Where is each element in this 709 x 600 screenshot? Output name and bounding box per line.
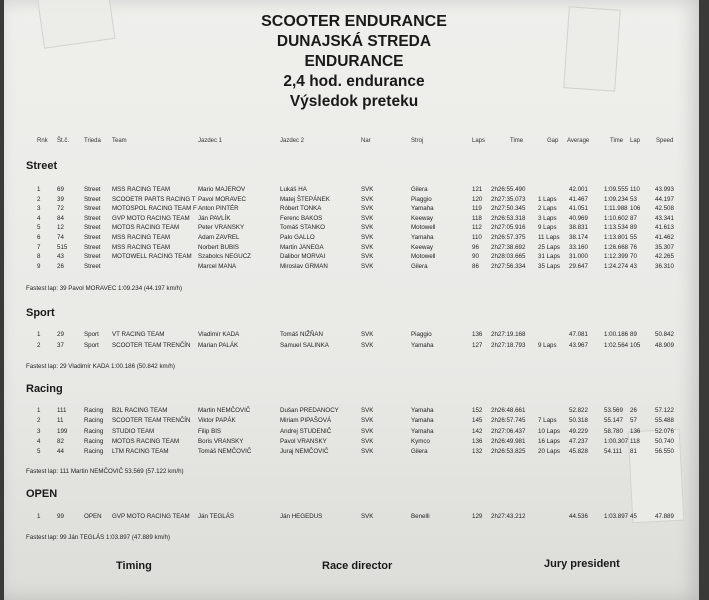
cell-start-number: 199 xyxy=(57,427,68,435)
cell-laps: 136 xyxy=(472,437,483,445)
cell-laps: 118 xyxy=(472,214,482,222)
cell-gap: 9 Laps xyxy=(538,224,557,232)
cell-best-lap-number: 57 xyxy=(630,417,637,425)
cell-class: Street xyxy=(84,186,101,193)
header-class: Trieda xyxy=(84,138,101,144)
cell-team: MSS RACING TEAM xyxy=(112,186,170,193)
cell-class: Street xyxy=(84,195,101,203)
cell-machine: Kymco xyxy=(411,437,430,445)
cell-rider-2: Martin JANEGA xyxy=(280,243,324,251)
cell-best-lap-number: 53 xyxy=(630,195,637,203)
header-speed: Speed xyxy=(656,138,674,144)
cell-rider-1: Adam ZAVREL xyxy=(198,234,240,241)
cell-best-lap-speed: 57.122 xyxy=(655,407,674,414)
cell-best-lap-number: 89 xyxy=(630,224,637,232)
cell-total-time: 2h27:50.345 xyxy=(491,205,526,213)
header-nationality: Nar xyxy=(361,138,371,144)
cell-rider-2: Dalibor MORVAI xyxy=(280,253,326,261)
cell-machine: Keeway xyxy=(411,214,434,222)
cell-total-time: 2h26:53.825 xyxy=(491,448,526,456)
cell-rider-1: Ján TEGLÁS xyxy=(198,513,234,520)
cell-best-lap-number: 45 xyxy=(630,513,637,520)
cell-total-time: 2h26:55.490 xyxy=(491,186,526,193)
cell-team: MSS RACING TEAM xyxy=(112,243,170,251)
cell-laps: 96 xyxy=(472,243,479,251)
cell-best-lap-speed: 41.613 xyxy=(655,224,674,232)
cell-best-lap-speed: 52.076 xyxy=(655,427,674,435)
cell-machine: Motowell xyxy=(411,253,436,261)
cell-best-lap-number: 70 xyxy=(630,253,637,261)
cell-best-lap-time: 1:24.274 xyxy=(604,262,629,270)
cell-class: Street xyxy=(84,243,101,251)
header-laps: Laps xyxy=(472,138,486,144)
cell-class: Street xyxy=(84,253,101,261)
cell-average-speed: 41.467 xyxy=(569,195,588,203)
cell-average-speed: 45.828 xyxy=(569,448,588,456)
cell-rider-2: Tomáš NIŽŇAN xyxy=(280,331,323,338)
cell-gap: 1 Laps xyxy=(538,195,557,203)
cell-average-speed: 29.647 xyxy=(569,262,588,270)
cell-rider-1: Tomáš NEMČOVIČ xyxy=(198,448,252,456)
cell-machine: Benelli xyxy=(411,513,430,520)
cell-best-lap-number: 105 xyxy=(630,341,641,349)
cell-class: Racing xyxy=(84,417,104,425)
header-start-number: Št.č. xyxy=(57,138,70,144)
cell-best-lap-time: 1:11.988 xyxy=(604,205,628,213)
cell-total-time: 2h27:19.168 xyxy=(491,331,526,338)
tape-strip xyxy=(37,0,116,49)
cell-best-lap-speed: 50.842 xyxy=(655,331,674,338)
cell-class: Street xyxy=(84,262,101,270)
cell-start-number: 39 xyxy=(57,195,64,203)
cell-nationality: SVK xyxy=(361,186,374,193)
header-best-time: Time xyxy=(610,138,624,144)
cell-team: SCOOTER TEAM TRENČÍN xyxy=(112,417,191,425)
cell-rank: 8 xyxy=(37,253,41,261)
cell-start-number: 44 xyxy=(57,448,64,456)
cell-average-speed: 52.822 xyxy=(569,407,588,414)
cell-class: Sport xyxy=(84,331,99,338)
cell-team: STUDIO TEAM xyxy=(112,427,155,435)
cell-rider-1: Vladimír KADA xyxy=(198,331,240,338)
cell-best-lap-time: 1:13.534 xyxy=(604,224,629,232)
cell-rider-2: Matej ŠTEPÁNEK xyxy=(280,195,330,203)
cell-average-speed: 43.967 xyxy=(569,341,588,349)
cell-class: Street xyxy=(84,234,101,241)
cell-rider-2: Ján HEGEDUS xyxy=(280,513,323,520)
cell-rank: 7 xyxy=(37,243,41,251)
cell-class: Racing xyxy=(84,427,104,435)
cell-rider-1: Peter VRANSKY xyxy=(198,224,245,232)
cell-best-lap-time: 1:02.564 xyxy=(604,341,629,349)
header-rider-1: Jazdec 1 xyxy=(198,138,223,144)
cell-best-lap-speed: 42.265 xyxy=(655,253,674,261)
cell-best-lap-speed: 42.508 xyxy=(655,205,674,213)
cell-machine: Piaggio xyxy=(411,331,432,338)
cell-total-time: 2h26:57.375 xyxy=(491,234,526,241)
cell-nationality: SVK xyxy=(361,195,374,203)
cell-laps: 90 xyxy=(472,253,479,261)
cell-best-lap-speed: 36.310 xyxy=(655,262,674,270)
title-line-5: Výsledok preteku xyxy=(289,93,419,110)
cell-laps: 110 xyxy=(472,234,482,241)
cell-class: Street xyxy=(84,214,101,222)
cell-total-time: 2h27:18.793 xyxy=(491,341,526,349)
cell-nationality: SVK xyxy=(361,427,374,435)
cell-best-lap-speed: 50.740 xyxy=(655,437,674,445)
title-line-1: SCOOTER ENDURANCE xyxy=(261,13,447,30)
cell-total-time: 2h26:53.318 xyxy=(491,214,526,222)
cell-best-lap-time: 54.111 xyxy=(604,448,623,456)
header-lap: Lap xyxy=(630,138,641,144)
title-line-3: ENDURANCE xyxy=(304,53,404,70)
cell-machine: Yamaha xyxy=(411,234,434,241)
cell-gap: 35 Laps xyxy=(538,262,561,270)
cell-nationality: SVK xyxy=(361,234,374,241)
cell-average-speed: 42.001 xyxy=(569,186,588,193)
cell-start-number: 84 xyxy=(57,214,64,222)
cell-start-number: 12 xyxy=(57,224,64,232)
cell-team: MOTOS RACING TEAM xyxy=(112,437,180,445)
cell-nationality: SVK xyxy=(361,341,374,349)
cell-machine: Keeway xyxy=(411,243,434,251)
cell-average-speed: 47.081 xyxy=(569,331,588,338)
cell-best-lap-number: 81 xyxy=(630,448,637,456)
cell-start-number: 69 xyxy=(57,186,64,193)
cell-rank: 2 xyxy=(37,341,41,349)
cell-gap: 3 Laps xyxy=(538,214,557,222)
header-machine: Stroj xyxy=(411,138,424,144)
document-title xyxy=(124,12,584,112)
cell-best-lap-speed: 43.993 xyxy=(655,186,674,193)
section-heading-sport: Sport xyxy=(26,307,55,319)
cell-average-speed: 31.000 xyxy=(569,253,588,261)
fastest-lap-note: Fastest lap: 29 Vladimír KADA 1:00.186 (50.842 km/h) xyxy=(26,363,175,370)
cell-rank: 1 xyxy=(37,407,41,414)
cell-machine: Gilera xyxy=(411,186,428,193)
header-average: Average xyxy=(567,138,590,144)
cell-gap: 31 Laps xyxy=(538,253,561,261)
cell-gap: 11 Laps xyxy=(538,234,560,241)
cell-rider-1: Anton PINTÉR xyxy=(198,205,239,213)
cell-start-number: 11 xyxy=(57,417,64,425)
cell-team: MSS RACING TEAM xyxy=(112,234,170,241)
cell-best-lap-number: 87 xyxy=(630,214,637,222)
cell-nationality: SVK xyxy=(361,417,374,425)
cell-start-number: 74 xyxy=(57,234,64,241)
header-rider-2: Jazdec 2 xyxy=(280,138,305,144)
cell-rider-2: Miriam PIPAŠOVÁ xyxy=(280,417,332,425)
cell-average-speed: 44.536 xyxy=(569,513,588,520)
cell-total-time: 2h26:48.661 xyxy=(491,407,526,414)
cell-laps: 152 xyxy=(472,407,483,414)
cell-class: Racing xyxy=(84,448,104,456)
cell-start-number: 99 xyxy=(57,513,64,520)
cell-best-lap-number: 43 xyxy=(630,262,637,270)
cell-rider-2: Ferenc BAKOS xyxy=(280,214,323,222)
cell-best-lap-speed: 55.488 xyxy=(655,417,674,425)
cell-rider-1: Norbert BUBIS xyxy=(198,243,239,251)
cell-machine: Gilera xyxy=(411,262,428,270)
cell-rider-2: Andrej STUDENIČ xyxy=(280,427,332,435)
cell-best-lap-time: 55.147 xyxy=(604,417,623,425)
cell-laps: 127 xyxy=(472,341,483,349)
cell-rider-2: Pavol VRANSKY xyxy=(280,437,327,445)
cell-class: OPEN xyxy=(84,513,102,520)
cell-rider-2: Dušan PREDANOCY xyxy=(280,407,339,414)
cell-total-time: 2h27:56.334 xyxy=(491,262,526,270)
cell-best-lap-speed: 41.462 xyxy=(655,234,674,241)
cell-best-lap-number: 136 xyxy=(630,427,641,435)
cell-laps: 136 xyxy=(472,331,483,338)
cell-rider-2: Miroslav GRMAN xyxy=(280,262,328,270)
cell-best-lap-number: 55 xyxy=(630,234,637,241)
cell-team: GVP MOTO RACING TEAM xyxy=(112,513,190,520)
cell-gap: 20 Laps xyxy=(538,448,561,456)
cell-start-number: 26 xyxy=(57,262,64,270)
cell-class: Sport xyxy=(84,341,99,349)
cell-average-speed: 33.160 xyxy=(569,243,588,251)
jury-president-signature-label: Jury president xyxy=(544,558,620,570)
cell-best-lap-time: 1:10.602 xyxy=(604,214,629,222)
cell-average-speed: 41.051 xyxy=(569,205,588,213)
title-line-4: 2,4 hod. endurance xyxy=(283,73,425,90)
cell-laps: 142 xyxy=(472,427,483,435)
cell-rank: 9 xyxy=(37,262,41,270)
cell-rank: 3 xyxy=(37,427,41,435)
cell-rider-1: Szabolcs NEGUCZ xyxy=(198,253,251,261)
cell-rank: 1 xyxy=(37,331,41,338)
cell-best-lap-time: 1:00.307 xyxy=(604,437,629,445)
cell-machine: Yamaha xyxy=(411,407,434,414)
cell-best-lap-time: 1:09.234 xyxy=(604,195,629,203)
cell-rider-1: Mario MAJEROV xyxy=(198,186,246,193)
cell-best-lap-speed: 47.889 xyxy=(655,513,674,520)
cell-team: SCOOTER TEAM TRENČÍN xyxy=(112,341,191,349)
cell-class: Racing xyxy=(84,407,104,414)
cell-nationality: SVK xyxy=(361,513,374,520)
cell-laps: 145 xyxy=(472,417,483,425)
fastest-lap-note: Fastest lap: 39 Pavol MORAVEC 1:09.234 (44.197 km/h) xyxy=(26,285,183,292)
cell-gap: 10 Laps xyxy=(538,427,561,435)
cell-rider-2: Samuel SALINKA xyxy=(280,341,329,349)
cell-best-lap-number: 106 xyxy=(630,205,641,213)
cell-rider-1: Boris VRANSKY xyxy=(198,437,244,445)
cell-gap: 2 Laps xyxy=(538,205,557,213)
cell-rider-2: Palo GALLO xyxy=(280,234,315,241)
cell-best-lap-time: 1:26.668 xyxy=(604,243,629,251)
cell-class: Racing xyxy=(84,437,104,445)
cell-average-speed: 38.831 xyxy=(569,224,588,232)
cell-start-number: 111 xyxy=(57,407,67,414)
cell-machine: Yamaha xyxy=(411,427,434,435)
fastest-lap-note: Fastest lap: 99 Ján TEGLÁS 1:03.897 (47.889 km/h) xyxy=(26,534,170,541)
cell-best-lap-number: 110 xyxy=(630,186,640,193)
cell-start-number: 515 xyxy=(57,243,68,251)
cell-team: MOTOS RACING TEAM xyxy=(112,224,180,232)
cell-rank: 5 xyxy=(37,448,41,456)
cell-team: GVP MOTO RACING TEAM xyxy=(112,214,190,222)
cell-machine: Piaggio xyxy=(411,195,432,203)
cell-laps: 120 xyxy=(472,195,483,203)
cell-class: Street xyxy=(84,224,101,232)
cell-rank: 1 xyxy=(37,186,41,193)
cell-start-number: 37 xyxy=(57,341,64,349)
cell-rank: 2 xyxy=(37,417,41,425)
cell-start-number: 82 xyxy=(57,437,64,445)
cell-best-lap-time: 1:13.801 xyxy=(604,234,629,241)
cell-best-lap-time: 58.780 xyxy=(604,427,623,435)
cell-rider-2: Juraj NEMČOVIČ xyxy=(280,448,329,456)
header-time: Time xyxy=(510,138,524,144)
cell-rank: 4 xyxy=(37,437,41,445)
cell-best-lap-speed: 35.307 xyxy=(655,243,674,251)
cell-gap: 16 Laps xyxy=(538,437,561,445)
cell-best-lap-time: 1:00.186 xyxy=(604,331,629,338)
cell-average-speed: 47.237 xyxy=(569,437,588,445)
cell-best-lap-number: 26 xyxy=(630,407,637,414)
cell-nationality: SVK xyxy=(361,407,374,414)
cell-average-speed: 49.229 xyxy=(569,427,588,435)
cell-average-speed: 40.969 xyxy=(569,214,588,222)
cell-average-speed: 38.174 xyxy=(569,234,588,241)
cell-rank: 2 xyxy=(37,195,41,203)
cell-best-lap-time: 1:09.555 xyxy=(604,186,629,193)
cell-gap: 9 Laps xyxy=(538,341,557,349)
race-director-signature-label: Race director xyxy=(322,560,393,572)
cell-rank: 6 xyxy=(37,234,41,241)
cell-best-lap-time: 1:03.897 xyxy=(604,513,629,520)
cell-nationality: SVK xyxy=(361,437,374,445)
cell-team: B2L RACING TEAM xyxy=(112,407,168,414)
cell-total-time: 2h27:35.073 xyxy=(491,195,526,203)
results-sheet xyxy=(4,0,699,600)
cell-team: LTM RACING TEAM xyxy=(112,448,169,456)
cell-team: MOTOWELL RACING TEAM xyxy=(112,253,192,261)
cell-best-lap-speed: 56.550 xyxy=(655,448,674,456)
cell-class: Street xyxy=(84,205,101,213)
cell-nationality: SVK xyxy=(361,331,374,338)
cell-machine: Yamaha xyxy=(411,417,434,425)
cell-rider-1: Pavol MORAVEC xyxy=(198,195,247,203)
cell-best-lap-number: 118 xyxy=(630,437,640,445)
cell-team: MOTOSPOL RACING TEAM F xyxy=(112,205,197,213)
cell-rank: 1 xyxy=(37,513,41,520)
cell-laps: 121 xyxy=(472,186,483,193)
cell-best-lap-speed: 43.341 xyxy=(655,214,674,222)
section-heading-racing: Racing xyxy=(26,383,63,395)
cell-laps: 112 xyxy=(472,224,482,232)
header-team: Team xyxy=(112,138,127,144)
cell-nationality: SVK xyxy=(361,262,374,270)
cell-total-time: 2h27:43.212 xyxy=(491,513,526,520)
header-rnk: Rnk xyxy=(37,138,48,144)
cell-team: VT RACING TEAM xyxy=(112,331,165,338)
cell-start-number: 29 xyxy=(57,331,64,338)
section-heading-open: OPEN xyxy=(26,488,58,500)
cell-gap: 25 Laps xyxy=(538,243,561,251)
cell-total-time: 2h27:38.692 xyxy=(491,243,526,251)
cell-total-time: 2h27:06.437 xyxy=(491,427,526,435)
cell-rider-2: Róbert TONKA xyxy=(280,205,322,213)
timing-signature-label: Timing xyxy=(116,560,152,572)
cell-laps: 132 xyxy=(472,448,483,456)
cell-nationality: SVK xyxy=(361,253,374,261)
cell-rider-1: Viktor PAPÁK xyxy=(198,417,236,425)
cell-rider-1: Martin NEMČOVIČ xyxy=(198,407,251,414)
cell-total-time: 2h27:05.916 xyxy=(491,224,526,232)
cell-total-time: 2h26:57.745 xyxy=(491,417,526,425)
title-line-2: DUNAJSKÁ STREDA xyxy=(276,33,432,50)
cell-rider-1: Marian PALÁK xyxy=(198,341,239,349)
cell-total-time: 2h26:49.981 xyxy=(491,437,526,445)
cell-rider-2: Lukáš HA xyxy=(280,186,307,193)
cell-best-lap-time: 53.569 xyxy=(604,407,623,414)
fastest-lap-note: Fastest lap: 111 Martin NEMČOVIČ 53.569 (57.122 km/h) xyxy=(26,468,184,475)
cell-team: SCOOETR PARTS RACING T xyxy=(112,195,196,203)
cell-machine: Motowell xyxy=(411,224,436,232)
cell-rank: 5 xyxy=(37,224,41,232)
cell-best-lap-speed: 44.197 xyxy=(655,195,674,203)
header-gap: Gap xyxy=(547,138,559,144)
cell-rank: 4 xyxy=(37,214,41,222)
cell-machine: Yamaha xyxy=(411,205,434,213)
cell-rider-1: Marcel MANA xyxy=(198,262,237,270)
cell-nationality: SVK xyxy=(361,205,374,213)
cell-best-lap-number: 76 xyxy=(630,243,637,251)
cell-nationality: SVK xyxy=(361,214,374,222)
cell-start-number: 72 xyxy=(57,205,64,213)
cell-rank: 3 xyxy=(37,205,41,213)
section-heading-street: Street xyxy=(26,160,58,172)
cell-nationality: SVK xyxy=(361,224,374,232)
cell-average-speed: 50.318 xyxy=(569,417,588,425)
cell-rider-2: Tomáš STANKO xyxy=(280,224,325,232)
cell-laps: 129 xyxy=(472,513,483,520)
cell-start-number: 43 xyxy=(57,253,64,261)
cell-best-lap-number: 89 xyxy=(630,331,637,338)
cell-best-lap-time: 1:12.399 xyxy=(604,253,629,261)
cell-total-time: 2h28:03.665 xyxy=(491,253,526,261)
cell-laps: 119 xyxy=(472,205,482,213)
cell-machine: Yamaha xyxy=(411,341,434,349)
cell-nationality: SVK xyxy=(361,448,374,456)
cell-rider-1: Filip BIS xyxy=(198,427,222,435)
cell-best-lap-speed: 48.909 xyxy=(655,341,674,349)
cell-laps: 86 xyxy=(472,262,479,270)
cell-rider-1: Ján PAVLÍK xyxy=(198,214,231,222)
cell-nationality: SVK xyxy=(361,243,374,251)
cell-gap: 7 Laps xyxy=(538,417,557,425)
cell-machine: Gilera xyxy=(411,448,428,456)
